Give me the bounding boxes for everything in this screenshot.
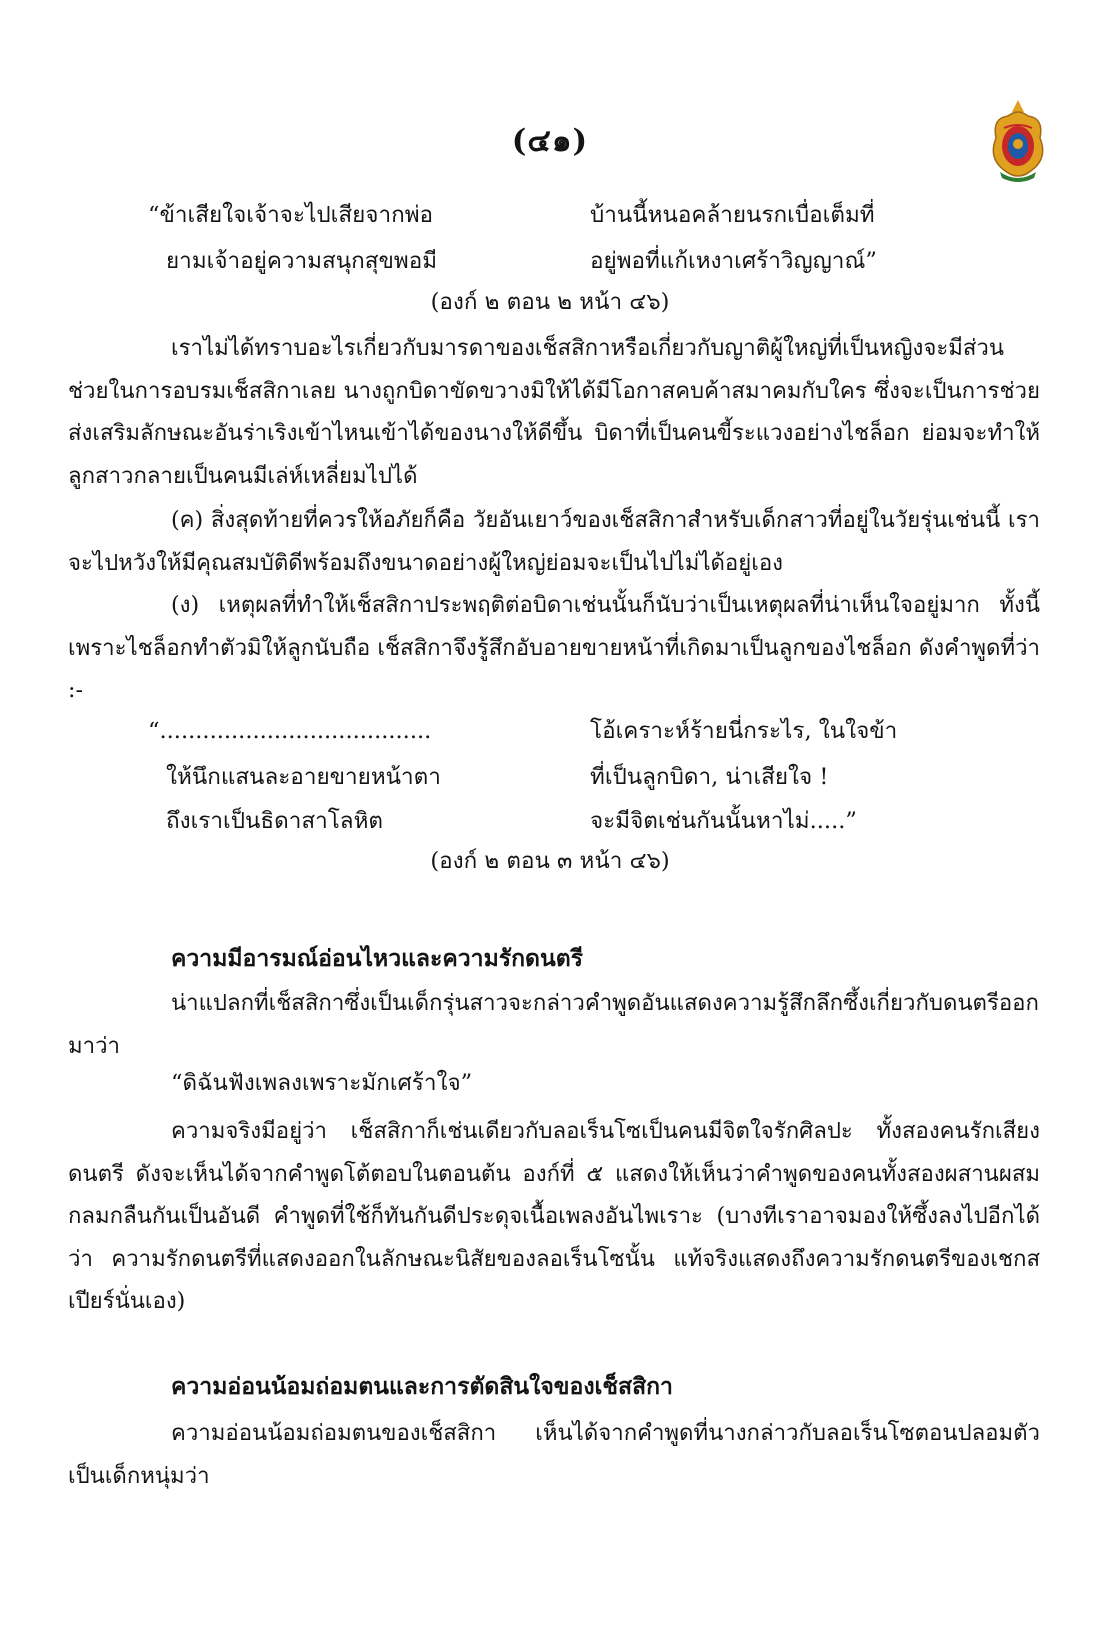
verse2-right-line-3: จะมีจิตเช่นกันนั้นหาไม่.....” bbox=[590, 808, 857, 834]
verse1-right-line-1: บ้านนี้หนอคล้ายนรกเบื่อเต็มที่ bbox=[590, 202, 875, 228]
paragraph-mother-upbringing: เราไม่ได้ทราบอะไรเกี่ยวกับมารดาของเช็สสิกาหรือเกี่ยวกับญาติผู้ใหญ่ที่เป็นหญิงจะมีส่วนช่วยในการอบรมเช็สสิกาเลย นางถูกบิดาขัดขวางมิให้ได้มีโอกาสคบค้าสมาคมกับใคร ซึ่งจะเป็นการช่วยส่งเสริมลักษณะอันร่าเริงเข้าไหนเข้าได้ของนางให้ดีขึ้น บิดาที่เป็นคนขี้ระแวงอย่างไชล็อก ย่อมจะทำให้ลูกสาวกลายเป็นคนมีเล่ห์เหลี่ยมไปได้ bbox=[68, 335, 1040, 489]
section1-paragraph-2: ความจริงมีอยู่ว่า เช็สสิกาก็เช่นเดียวกับลอเร็นโซเป็นคนมีจิตใจรักศิลปะ ทั้งสองคนรักเสียงดนตรี ดังจะเห็นได้จากคำพูดโต้ตอบในตอนต้น องก์ที่ ๕ แสดงให้เห็นว่าคำพูดของคนทั้งสองผสานผสมกลมกลืนกันเป็นอันดี คำพูดที่ใช้ก็ทันกันดีประดุจเนื้อเพลงอันไพเราะ (บางทีเราอาจมองให้ซึ้งลงไปอีกได้ว่า ความรักดนตรีที่แสดงออกในลักษณะนิสัยของลอเร็นโซนั้น แท้จริงแสดงถึงความรักดนตรีของเชกสเปียร์นั่นเอง) bbox=[68, 1118, 1040, 1315]
section1-paragraph-1: น่าแปลกที่เช็สสิกาซึ่งเป็นเด็กรุ่นสาวจะกล่าวคำพูดอันแสดงความรู้สึกลึกซึ้งเกี่ยวกับดนตรีออกมาว่า bbox=[68, 990, 1039, 1059]
page-number: (๔๑) bbox=[511, 123, 589, 159]
paragraph-reason: (ง) เหตุผลที่ทำให้เช็สสิกาประพฤติต่อบิดาเช่นนั้นก็นับว่าเป็นเหตุผลที่น่าเห็นใจอยู่มาก ทั้งนี้เพราะไชล็อกทำตัวมิให้ลูกนับถือ เช็สสิกาจึงรู้สึกอับอายขายหน้าที่เกิดมาเป็นลูกของไชล็อก ดังคำพูดที่ว่า :- bbox=[68, 592, 1040, 704]
verse1-right-line-2: อยู่พอที่แก้เหงาเศร้าวิญญาณ์” bbox=[590, 248, 877, 274]
section-heading-emotion-music: ความมีอารมณ์อ่อนไหวและความรักดนตรี bbox=[171, 945, 583, 972]
verse2-left-line-1: “...................................... bbox=[148, 718, 432, 744]
ministry-emblem-icon bbox=[986, 98, 1050, 184]
verse1-left-line-2: ยามเจ้าอยู่ความสนุกสุขพอมี bbox=[166, 248, 438, 274]
verse2-left-line-3: ถึงเราเป็นธิดาสาโลหิต bbox=[166, 808, 384, 834]
verse2-right-line-1: โอ้เคราะห์ร้ายนี่กระไร, ในใจข้า bbox=[590, 718, 898, 744]
section2-paragraph-1: ความอ่อนน้อมถ่อมตนของเช็สสิกา เห็นได้จากคำพูดที่นางกล่าวกับลอเร็นโซตอนปลอมตัวเป็นเด็กหนุ่มว่า bbox=[68, 1420, 1040, 1489]
verse2-citation: (องก์ ๒ ตอน ๓ หน้า ๔๖) bbox=[430, 848, 670, 874]
section-heading-humility: ความอ่อนน้อมถ่อมตนและการตัดสินใจของเช็สสิกา bbox=[171, 1373, 673, 1400]
verse2-right-line-2: ที่เป็นลูกบิดา, น่าเสียใจ ! bbox=[590, 764, 829, 790]
paragraph-youth: (ค) สิ่งสุดท้ายที่ควรให้อภัยก็คือ วัยอันเยาว์ของเช็สสิกาสำหรับเด็กสาวที่อยู่ในวัยรุ่นเช่นนี้ เราจะไปหวังให้มีคุณสมบัติดีพร้อมถึงขนาดอย่างผู้ใหญ่ย่อมจะเป็นไปไม่ได้อยู่เอง bbox=[68, 507, 1040, 576]
section1-quote: “ดิฉันฟังเพลงเพราะมักเศร้าใจ” bbox=[171, 1070, 473, 1096]
verse1-citation: (องก์ ๒ ตอน ๒ หน้า ๔๖) bbox=[430, 289, 670, 315]
verse2-left-line-2: ให้นึกแสนละอายขายหน้าตา bbox=[166, 764, 441, 790]
verse1-left-line-1: “ข้าเสียใจเจ้าจะไปเสียจากพ่อ bbox=[148, 202, 434, 228]
